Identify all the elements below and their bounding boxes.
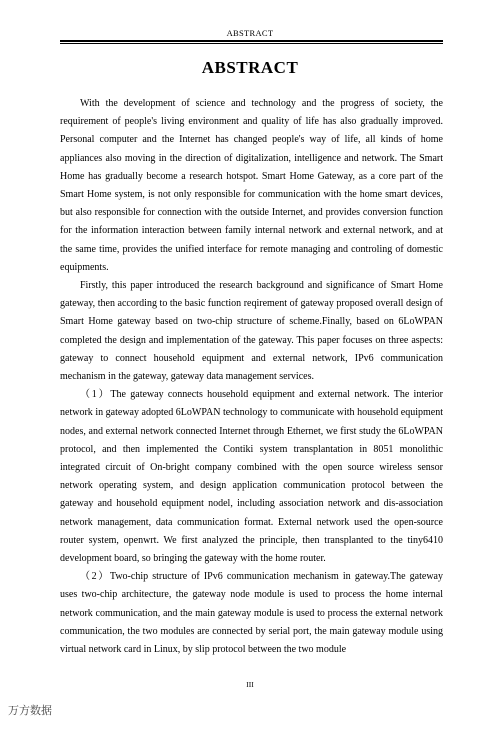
header-rule-thin xyxy=(60,43,443,44)
paragraph: Firstly, this paper introduced the research background and significance of Smart Home gateway, then according to the basic function reqirement of gateway proposed overall design of Smart Home gateway based on two-chip structure of scheme.Finally, based on 6LoWPAN completed the design and implementation of the gateway. This paper focuses on three aspects: gateway to connect household equipment and external network, IPv6 communication mechanism in the gateway, gateway data management services. xyxy=(60,280,443,383)
page-number: III xyxy=(246,680,254,689)
header-rule xyxy=(60,40,443,42)
paragraph: With the development of science and technology and the progress of society, the requirement of people's living environment and quality of life has also gradually improved. Personal computer and the Internet has changed people's way of life, all kinds of home appliances also moving in the direction of digitalization, intelligence and network. The Smart Home has gradually become a research hotspot. Smart Home Gateway, as a core part of the Smart Home system, is not only responsible for communication with the home smart devices, but also responsible for connection with the outside Internet, and provides conversion function for the information interaction between family internal network and external network, and at the same time, provides the unified interface for remote managing and controling of domestic equipments. xyxy=(60,98,443,273)
abstract-body xyxy=(60,95,443,659)
running-header: ABSTRACT xyxy=(226,28,274,38)
paragraph: （2）Two-chip structure of IPv6 communication mechanism in gateway.The gateway uses two-chip architecture, the gateway node module is used to process the home internal network communication, and the main gateway module is used to process the external network communication, the two modules are connected by serial port, the main gateway module using virtual network card in Linux, by slip protocol between the two module xyxy=(60,571,443,656)
page-title: ABSTRACT xyxy=(201,58,299,77)
source-watermark: 万方数据 xyxy=(8,704,52,717)
paragraph: （1）The gateway connects household equipment and external network. The interior network in gateway adopted 6LoWPAN technology to communicate with household equipment nodes, and external network connected Internet through Ethernet, we first study the 6LoWPAN protocol, and then implemented the Contiki system transplantation in 8051 monolithic integrated circuit of On-bright company combined with the open source wireless sensor network operating system, and design application communication protocol between the gateway and household equipment nodel, including association network and dis-association network management, data communication format. External network used the open-source router system, openwrt. We first analyzed the principle, then transplanted to the tiny6410 development board, so bringing the gateway with the home router. xyxy=(60,389,443,565)
